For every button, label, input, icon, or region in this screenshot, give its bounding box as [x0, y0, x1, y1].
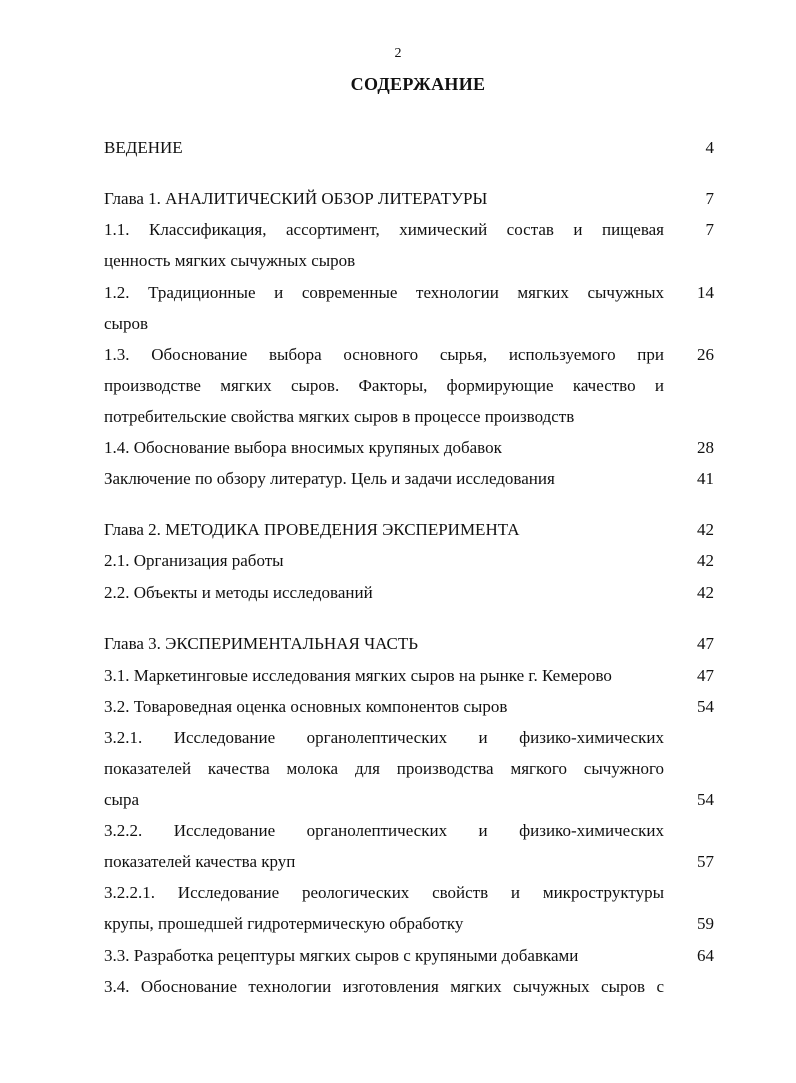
toc-entry-page: 28 — [697, 438, 714, 457]
toc-entry-text: Глава 3. ЭКСПЕРИМЕНТАЛЬНАЯ ЧАСТЬ — [104, 634, 419, 653]
toc-entry-text: 3.1. Маркетинговые исследования мягких сыров на рынке г. Кемерово — [104, 666, 612, 685]
toc-entry-text: 1.2. Традиционные и современные технологии мягких сычужных — [104, 283, 664, 302]
toc-entry-page: 64 — [697, 946, 714, 965]
toc-entry-text: Глава 1. АНАЛИТИЧЕСКИЙ ОБЗОР ЛИТЕРАТУРЫ — [104, 189, 488, 208]
toc-entry-text: ценность мягких сычужных сыров — [104, 251, 356, 270]
toc-entry-text: 3.2.2.1. Исследование реологических свойств и микроструктуры — [104, 883, 664, 902]
toc-entry-text: Заключение по обзору литератур. Цель и задачи исследования — [104, 469, 555, 488]
toc-entry-page: 57 — [697, 852, 714, 871]
toc-entry-page: 26 — [697, 345, 714, 364]
toc-entry-text: потребительские свойства мягких сыров в процессе производств — [104, 407, 575, 426]
toc-entry-page: 54 — [697, 790, 714, 809]
toc-entry-page: 59 — [697, 914, 714, 933]
toc-entry-page: 4 — [705, 138, 714, 157]
toc-entry-text: 2.2. Объекты и методы исследований — [104, 583, 373, 602]
toc-entry-text: 1.4. Обоснование выбора вносимых крупяных добавок — [104, 438, 502, 457]
page-number: 2 — [394, 46, 402, 61]
toc-entry-page: 7 — [705, 189, 714, 208]
toc-entry-text: 1.3. Обоснование выбора основного сырья, используемого при — [104, 345, 664, 364]
toc-entry-text: производстве мягких сыров. Факторы, формирующие качество и — [104, 376, 664, 395]
toc-entry-page: 42 — [697, 551, 714, 570]
toc-entry-page: 47 — [697, 666, 714, 685]
toc-entry-text: 3.2.1. Исследование органолептических и физико-химических — [104, 728, 664, 747]
toc-entry-text: показателей качества круп — [104, 852, 296, 871]
toc-entry-text: Глава 2. МЕТОДИКА ПРОВЕДЕНИЯ ЭКСПЕРИМЕНТА — [104, 520, 520, 539]
toc-entry-page: 54 — [697, 697, 714, 716]
toc-entry-text: 3.4. Обоснование технологии изготовления мягких сычужных сыров с — [104, 977, 664, 996]
toc-entry-text: крупы, прошедшей гидротермическую обработку — [104, 914, 464, 933]
toc-entry-page: 42 — [697, 520, 714, 539]
toc-entry-text: показателей качества молока для производства мягкого сычужного — [104, 759, 664, 778]
toc-entry-text: 3.3. Разработка рецептуры мягких сыров с крупяными добавками — [104, 946, 579, 965]
toc-entry-page: 7 — [705, 220, 714, 239]
toc-entry-text: ВЕДЕНИЕ — [104, 138, 183, 157]
toc-entry-page: 41 — [697, 469, 714, 488]
page-title: СОДЕРЖАНИЕ — [350, 74, 486, 94]
toc-entry-page: 47 — [697, 634, 714, 653]
toc-entry-text: сыров — [104, 314, 148, 333]
toc-entry-text: сыра — [104, 790, 140, 809]
toc-entry-text: 3.2.2. Исследование органолептических и физико-химических — [104, 821, 664, 840]
toc-entry-page: 42 — [697, 583, 714, 602]
toc-entry-text: 3.2. Товароведная оценка основных компонентов сыров — [104, 697, 508, 716]
toc-entry-text: 1.1. Классификация, ассортимент, химический состав и пищевая — [104, 220, 664, 239]
toc-entry-text: 2.1. Организация работы — [104, 551, 284, 570]
toc-entry-page: 14 — [697, 283, 714, 302]
